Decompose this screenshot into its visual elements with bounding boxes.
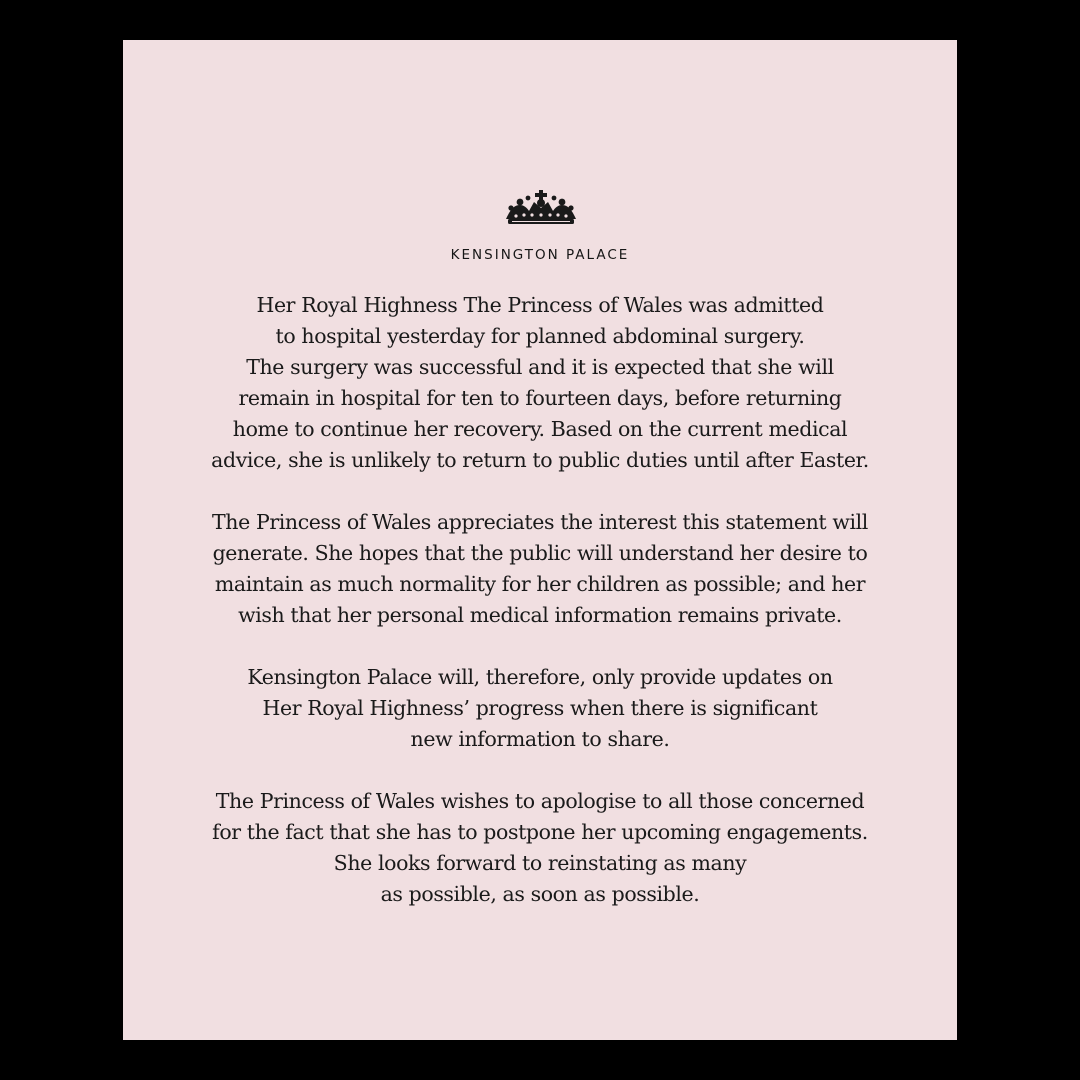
paragraph-line: Her Royal Highness The Princess of Wales was admitted	[256, 293, 824, 317]
paragraph-line: The surgery was successful and it is expected that she will	[246, 355, 834, 379]
statement-paragraph-2	[183, 507, 897, 631]
paragraph-line: generate. She hopes that the public will understand her desire to	[212, 541, 868, 565]
statement-paragraph-1	[183, 290, 897, 476]
paragraph-line: new information to share.	[410, 727, 670, 751]
paragraph-line: home to continue her recovery. Based on the current medical	[232, 417, 848, 441]
paragraph-line: wish that her personal medical information remains private.	[238, 603, 842, 627]
statement-card	[123, 40, 957, 1040]
paragraph-line: Her Royal Highness’ progress when there is significant	[262, 696, 818, 720]
issuer-name: KENSINGTON PALACE	[450, 247, 630, 263]
statement-paragraph-3	[183, 662, 897, 755]
statement-paragraph-4	[183, 786, 897, 910]
paragraph-line: She looks forward to reinstating as many	[333, 851, 747, 875]
paragraph-line: for the fact that she has to postpone her upcoming engagements.	[212, 820, 868, 844]
paragraph-line: as possible, as soon as possible.	[380, 882, 700, 906]
paragraph-line: remain in hospital for ten to fourteen days, before returning	[238, 386, 842, 410]
paragraph-line: The Princess of Wales wishes to apologise to all those concerned	[215, 789, 865, 813]
paragraph-line: Kensington Palace will, therefore, only provide updates on	[247, 665, 833, 689]
paragraph-line: advice, she is unlikely to return to public duties until after Easter.	[211, 448, 869, 472]
royal-crown-icon	[500, 188, 582, 228]
paragraph-line: to hospital yesterday for planned abdominal surgery.	[275, 324, 805, 348]
paragraph-line: The Princess of Wales appreciates the interest this statement will	[212, 510, 868, 534]
paragraph-line: maintain as much normality for her children as possible; and her	[214, 572, 866, 596]
